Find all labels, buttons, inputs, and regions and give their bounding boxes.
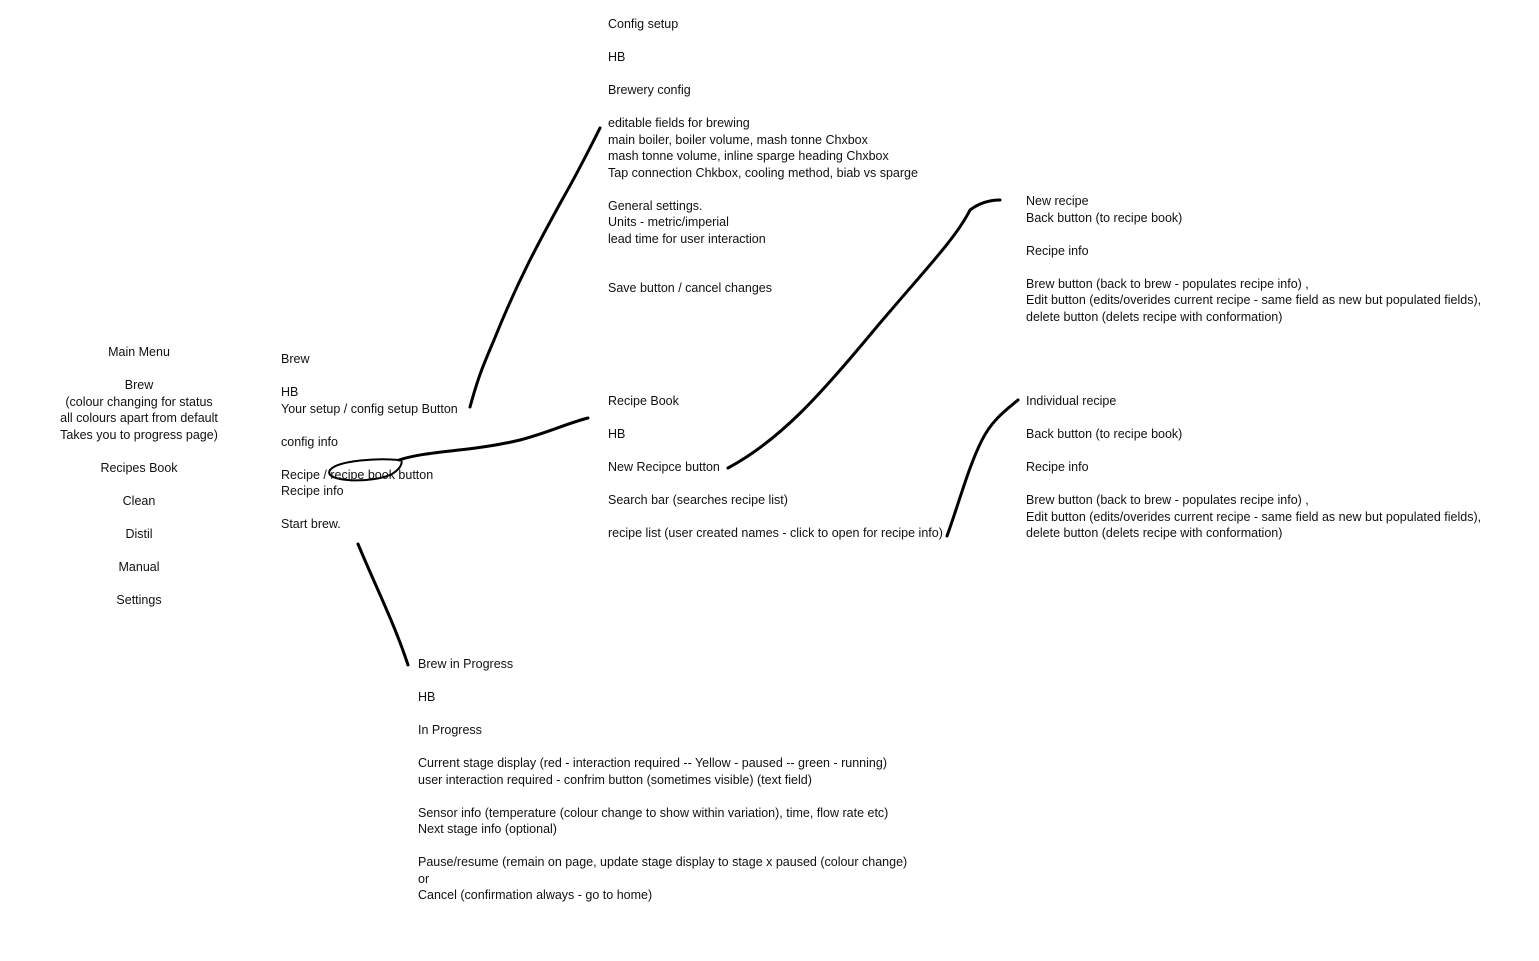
connector-start-to-progress <box>358 544 408 665</box>
main-menu-recipes-book[interactable]: Recipes Book <box>100 460 178 475</box>
individual-recipe-info: Recipe info <box>1026 460 1089 474</box>
new-recipe-delete-button[interactable]: delete button (delets recipe with conformation) <box>1026 309 1283 324</box>
config-setup-hb: HB <box>608 50 626 64</box>
current-stage-display: Current stage display (red - interaction required -- Yellow - paused -- green - running) <box>418 756 887 770</box>
main-menu-brew-note: (colour changing for status <box>65 394 213 409</box>
new-recipe-info: Recipe info <box>1026 243 1089 258</box>
main-menu-manual[interactable]: Manual <box>118 559 160 574</box>
config-fields-text: mash tonne volume, inline sparge heading Chxbox <box>608 149 889 163</box>
pause-resume-button[interactable]: Pause/resume (remain on page, update stage display to stage x paused (colour change) <box>418 855 908 869</box>
brew-section <box>281 351 458 533</box>
save-cancel-button[interactable]: Save button / cancel changes <box>608 281 773 295</box>
general-settings-text: lead time for user interaction <box>608 231 766 246</box>
new-recipe-title: New recipe <box>1026 194 1089 208</box>
main-menu-brew-note: Takes you to progress page) <box>60 427 218 442</box>
individual-recipe-brew-button[interactable]: Brew button (back to brew - populates recipe info) , <box>1026 493 1309 507</box>
config-setup-title: Config setup <box>608 17 679 31</box>
config-fields-text: main boiler, boiler volume, mash tonne Chxbox <box>608 132 868 147</box>
main-menu-brew-note: all colours apart from default <box>60 411 218 425</box>
individual-recipe-edit-button[interactable]: Edit button (edits/overides current recipe - same field as new but populated fields), <box>1026 509 1482 524</box>
individual-recipe-section <box>1026 393 1481 542</box>
config-setup-section <box>608 16 918 297</box>
connector-recipe-list-to-individual <box>947 400 1018 536</box>
next-stage-info: Next stage info (optional) <box>418 822 557 836</box>
main-menu-section <box>40 344 238 608</box>
recipe-book-hb: HB <box>608 427 626 441</box>
in-progress-label: In Progress <box>418 723 482 737</box>
brew-in-progress-hb: HB <box>418 690 436 704</box>
start-brew-button[interactable]: Start brew. <box>281 517 341 531</box>
main-menu-title: Main Menu <box>108 345 170 359</box>
main-menu-clean[interactable]: Clean <box>122 493 156 508</box>
recipe-list[interactable]: recipe list (user created names - click to open for recipe info) <box>608 526 943 540</box>
new-recipe-brew-button[interactable]: Brew button (back to brew - populates recipe info) , <box>1026 276 1309 291</box>
individual-recipe-title: Individual recipe <box>1026 394 1117 408</box>
brewery-config-heading: Brewery config <box>608 83 691 97</box>
new-recipe-button[interactable]: New Recipce button <box>608 460 720 474</box>
recipe-book-button[interactable]: Recipe / recipe book button <box>281 467 434 482</box>
config-info: config info <box>281 434 338 449</box>
brew-in-progress-title: Brew in Progress <box>418 657 514 671</box>
sensor-info: Sensor info (temperature (colour change to show within variation), time, flow rate etc) <box>418 805 889 820</box>
general-settings-text: Units - metric/imperial <box>608 215 729 229</box>
setup-button[interactable]: Your setup / config setup Button <box>281 401 458 416</box>
brew-in-progress-section <box>418 656 907 904</box>
new-recipe-section <box>1026 193 1481 325</box>
main-menu-settings[interactable]: Settings <box>116 592 162 607</box>
main-menu-brew[interactable]: Brew <box>124 378 154 392</box>
brew-title: Brew <box>281 352 310 366</box>
confirm-button-note[interactable]: user interaction required - confrim button (sometimes visible) (text field) <box>418 772 812 787</box>
config-fields-text: Tap connection Chkbox, cooling method, biab vs sparge <box>608 165 918 180</box>
or-label: or <box>418 871 430 886</box>
individual-recipe-delete-button[interactable]: delete button (delets recipe with conformation) <box>1026 526 1283 540</box>
connector-setup-to-config <box>470 128 600 407</box>
config-fields-text: editable fields for brewing <box>608 116 750 130</box>
recipe-book-title: Recipe Book <box>608 394 679 408</box>
general-settings-heading: General settings. <box>608 198 703 213</box>
new-recipe-edit-button[interactable]: Edit button (edits/overides current recipe - same field as new but populated fields), <box>1026 293 1482 307</box>
recipe-info: Recipe info <box>281 484 344 498</box>
brew-hb: HB <box>281 385 299 399</box>
cancel-brew-button[interactable]: Cancel (confirmation always - go to home) <box>418 888 653 902</box>
new-recipe-back-button[interactable]: Back button (to recipe book) <box>1026 210 1183 225</box>
search-bar[interactable]: Search bar (searches recipe list) <box>608 493 788 507</box>
individual-recipe-back-button[interactable]: Back button (to recipe book) <box>1026 427 1183 441</box>
recipe-book-section <box>608 393 943 542</box>
main-menu-distil[interactable]: Distil <box>125 526 153 541</box>
